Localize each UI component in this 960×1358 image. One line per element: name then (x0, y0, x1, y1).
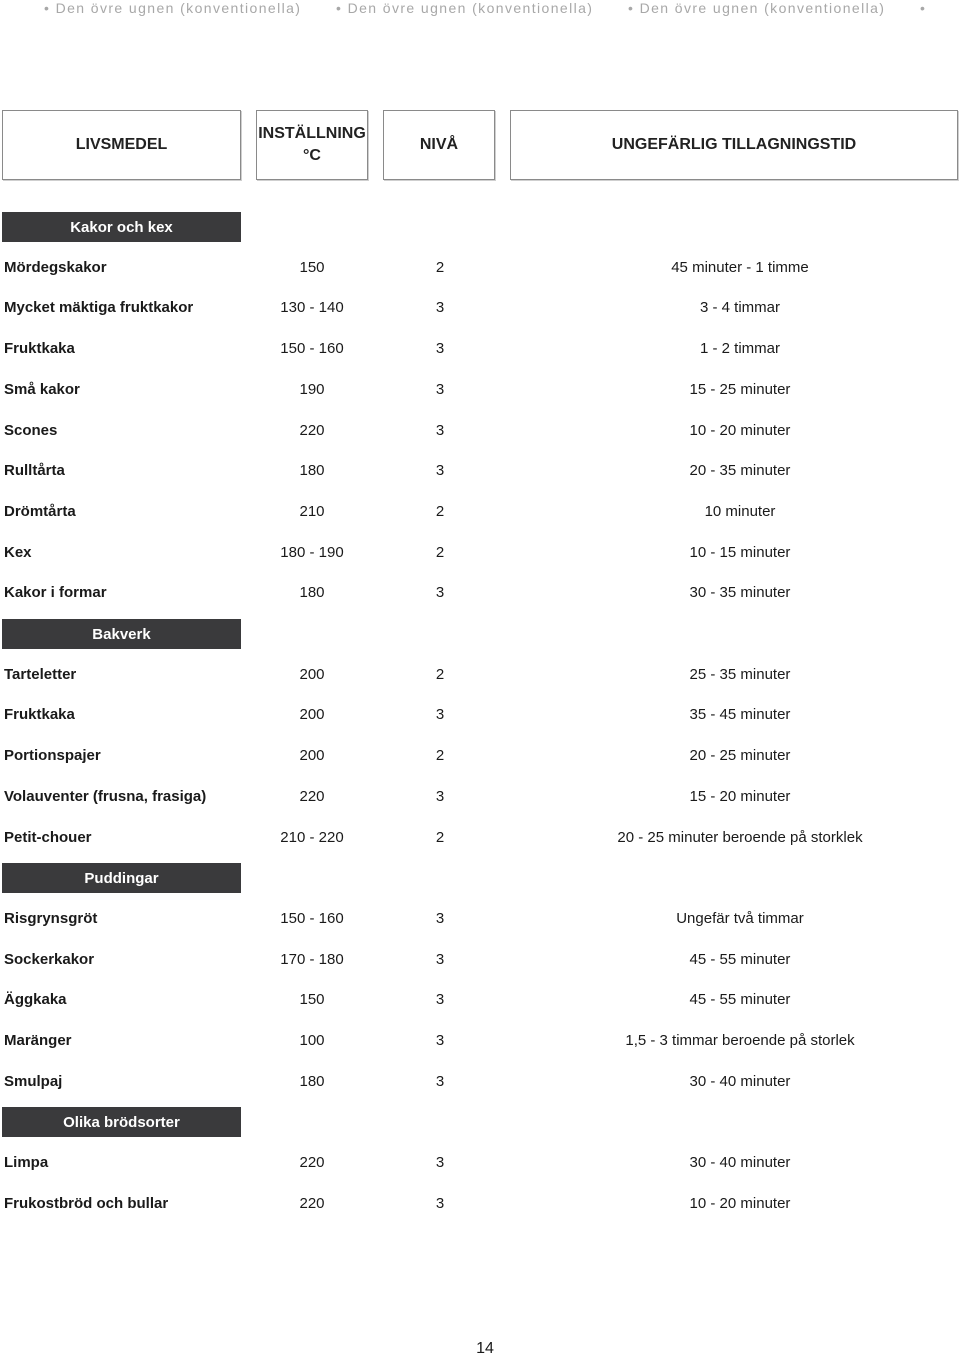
section-header: Kakor och kex (2, 212, 241, 242)
header-level (383, 110, 495, 180)
cooking-time: 3 - 4 timmar (699, 299, 780, 316)
table-row (0, 704, 960, 726)
temperature: 200 (299, 706, 325, 723)
temperature: 210 - 220 (280, 829, 344, 846)
oven-level: 3 (435, 951, 445, 968)
table-row (0, 745, 960, 767)
table-row (0, 501, 960, 523)
temperature: 220 (299, 788, 325, 805)
table-row (0, 420, 960, 442)
header-setting-label: INSTÄLLNING (258, 125, 366, 142)
oven-level: 3 (435, 788, 445, 805)
header-level-label: NIVÅ (419, 136, 459, 153)
table-row (0, 542, 960, 564)
food-name: Små kakor (4, 381, 80, 398)
food-name: Drömtårta (4, 503, 76, 520)
cooking-time: 10 minuter (704, 503, 776, 520)
oven-level: 3 (435, 910, 445, 927)
section-header: Puddingar (2, 863, 241, 893)
food-name: Rulltårta (4, 462, 65, 479)
temperature: 200 (299, 747, 325, 764)
cooking-time: 45 minuter - 1 timme (671, 259, 809, 276)
temperature: 190 (299, 381, 325, 398)
food-name: Maränger (4, 1032, 72, 1049)
banner-text: • Den övre ugnen (konventionella) (44, 0, 302, 16)
header-time-label: UNGEFÄRLIG TILLAGNINGSTID (611, 136, 857, 153)
temperature: 150 - 160 (280, 340, 344, 357)
table-row (0, 664, 960, 686)
section-header: Bakverk (2, 619, 241, 649)
food-name: Frukostbröd och bullar (4, 1195, 169, 1212)
header-food (2, 110, 241, 180)
temperature: 220 (299, 422, 325, 439)
food-name: Portionspajer (4, 747, 101, 764)
food-name: Fruktkaka (4, 340, 75, 357)
temperature: 180 (299, 584, 325, 601)
food-name: Limpa (4, 1154, 49, 1171)
oven-level: 2 (435, 259, 445, 276)
temperature: 180 (299, 1073, 325, 1090)
banner-bullet: • (920, 0, 927, 16)
cooking-time: 20 - 35 minuter (689, 462, 791, 479)
food-name: Mycket mäktiga fruktkakor (4, 299, 194, 316)
temperature: 210 (299, 503, 325, 520)
temperature: 100 (299, 1032, 325, 1049)
temperature: 150 (299, 259, 325, 276)
cooking-time: 10 - 20 minuter (689, 1195, 791, 1212)
food-name: Mördegskakor (4, 259, 107, 276)
temperature: 180 (299, 462, 325, 479)
food-name: Fruktkaka (4, 706, 75, 723)
table-row (0, 989, 960, 1011)
header-time (510, 110, 958, 180)
food-name: Tarteletter (4, 666, 77, 683)
table-row (0, 1193, 960, 1215)
oven-level: 3 (435, 991, 445, 1008)
food-name: Volauventer (frusna, frasiga) (4, 788, 207, 805)
food-name: Sockerkakor (4, 951, 95, 968)
cooking-time: 25 - 35 minuter (689, 666, 791, 683)
oven-level: 3 (435, 340, 445, 357)
oven-level: 2 (435, 503, 445, 520)
banner-text: • Den övre ugnen (konventionella) (336, 0, 594, 16)
cooking-time: 35 - 45 minuter (689, 706, 791, 723)
cooking-time: 20 - 25 minuter (689, 747, 791, 764)
oven-level: 3 (435, 422, 445, 439)
oven-level: 3 (435, 706, 445, 723)
cooking-time: 1 - 2 timmar (699, 340, 780, 357)
table-row (0, 338, 960, 360)
temperature: 200 (299, 666, 325, 683)
header-food-label: LIVSMEDEL (75, 136, 168, 153)
temperature: 220 (299, 1154, 325, 1171)
page-number: 14 (476, 1340, 494, 1357)
cooking-time: 1,5 - 3 timmar beroende på storlek (625, 1032, 855, 1049)
temperature: 220 (299, 1195, 325, 1212)
food-name: Äggkaka (4, 991, 67, 1008)
oven-level: 3 (435, 1154, 445, 1171)
oven-level: 3 (435, 1032, 445, 1049)
table-row (0, 460, 960, 482)
cooking-time: 15 - 20 minuter (689, 788, 791, 805)
cooking-time: 30 - 40 minuter (689, 1154, 791, 1171)
cooking-time: 15 - 25 minuter (689, 381, 791, 398)
table-row (0, 1071, 960, 1093)
oven-level: 3 (435, 381, 445, 398)
cooking-time: 10 - 20 minuter (689, 422, 791, 439)
food-name: Scones (4, 422, 58, 439)
temperature: 130 - 140 (280, 299, 344, 316)
table-row (0, 297, 960, 319)
temperature: 150 - 160 (280, 910, 344, 927)
oven-level: 2 (435, 747, 445, 764)
cooking-time: 10 - 15 minuter (689, 544, 791, 561)
temperature: 150 (299, 991, 325, 1008)
food-name: Risgrynsgröt (4, 910, 98, 927)
oven-level: 3 (435, 584, 445, 601)
page-banner (0, 0, 960, 17)
table-row (0, 908, 960, 930)
oven-level: 2 (435, 829, 445, 846)
table-row (0, 582, 960, 604)
oven-level: 3 (435, 1195, 445, 1212)
table-row (0, 1152, 960, 1174)
temperature: 180 - 190 (280, 544, 344, 561)
table-row (0, 257, 960, 279)
food-name: Petit-chouer (4, 829, 92, 846)
oven-level: 2 (435, 544, 445, 561)
header-setting (256, 110, 368, 180)
cooking-time: 30 - 35 minuter (689, 584, 791, 601)
cooking-time: Ungefär två timmar (676, 910, 804, 927)
food-name: Kakor i formar (4, 584, 107, 601)
table-row (0, 379, 960, 401)
oven-level: 2 (435, 666, 445, 683)
cooking-time: 30 - 40 minuter (689, 1073, 791, 1090)
food-name: Smulpaj (4, 1073, 63, 1090)
food-name: Kex (4, 544, 32, 561)
table-row (0, 1030, 960, 1052)
cooking-time: 45 - 55 minuter (689, 991, 791, 1008)
banner-text: • Den övre ugnen (konventionella) (628, 0, 886, 16)
section-header: Olika brödsorter (2, 1107, 241, 1137)
temperature: 170 - 180 (280, 951, 344, 968)
cooking-time: 20 - 25 minuter beroende på storklek (617, 829, 863, 846)
oven-level: 3 (435, 462, 445, 479)
header-setting-unit: °C (303, 147, 321, 164)
oven-level: 3 (435, 299, 445, 316)
table-row (0, 949, 960, 971)
oven-level: 3 (435, 1073, 445, 1090)
table-row (0, 827, 960, 849)
cooking-time: 45 - 55 minuter (689, 951, 791, 968)
table-row (0, 786, 960, 808)
